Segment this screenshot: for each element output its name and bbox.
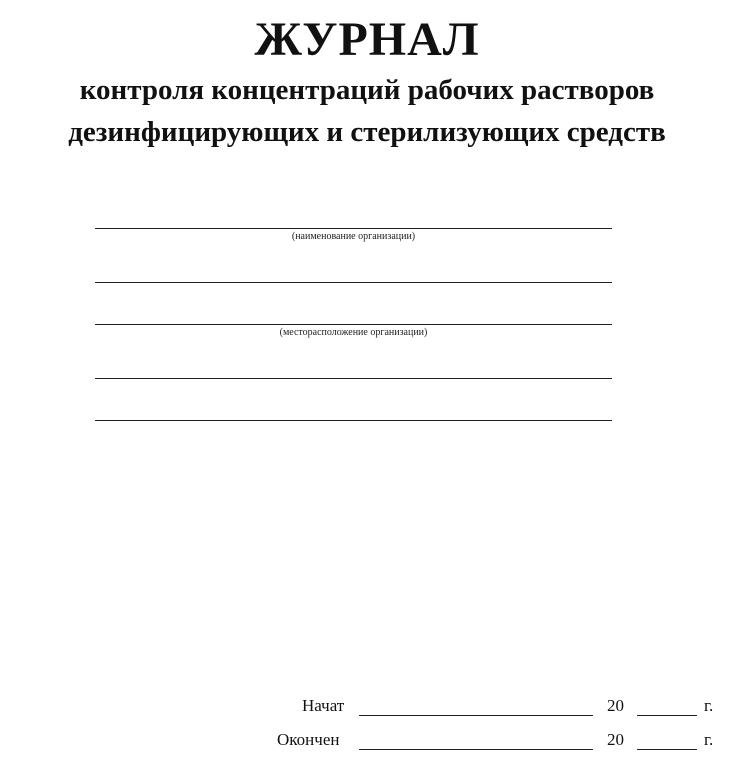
document-subtitle-line-1: контроля концентраций рабочих растворов <box>79 74 655 106</box>
finished-year-line <box>637 749 697 750</box>
started-year-line <box>637 715 697 716</box>
organization-name-line-2 <box>95 282 612 283</box>
started-century: 20 <box>607 696 624 715</box>
finished-century: 20 <box>607 730 624 749</box>
finished-year-suffix: г. <box>704 730 714 749</box>
document-subtitle-line-2: дезинфицирующих и стерилизующих средств <box>68 116 666 148</box>
organization-location-caption: (месторасположение организации) <box>279 327 428 338</box>
finished-date-line <box>359 749 593 750</box>
organization-location-line-2 <box>95 378 612 379</box>
started-year-suffix: г. <box>704 696 714 715</box>
started-label: Начат <box>302 696 345 715</box>
document-title: ЖУРНАЛ <box>254 13 480 66</box>
organization-name-line <box>95 228 612 229</box>
organization-location-line <box>95 324 612 325</box>
organization-name-caption: (наименование организации) <box>291 231 416 242</box>
started-date-line <box>359 715 593 716</box>
organization-location-line-3 <box>95 420 612 421</box>
finished-label: Окончен <box>277 730 340 749</box>
